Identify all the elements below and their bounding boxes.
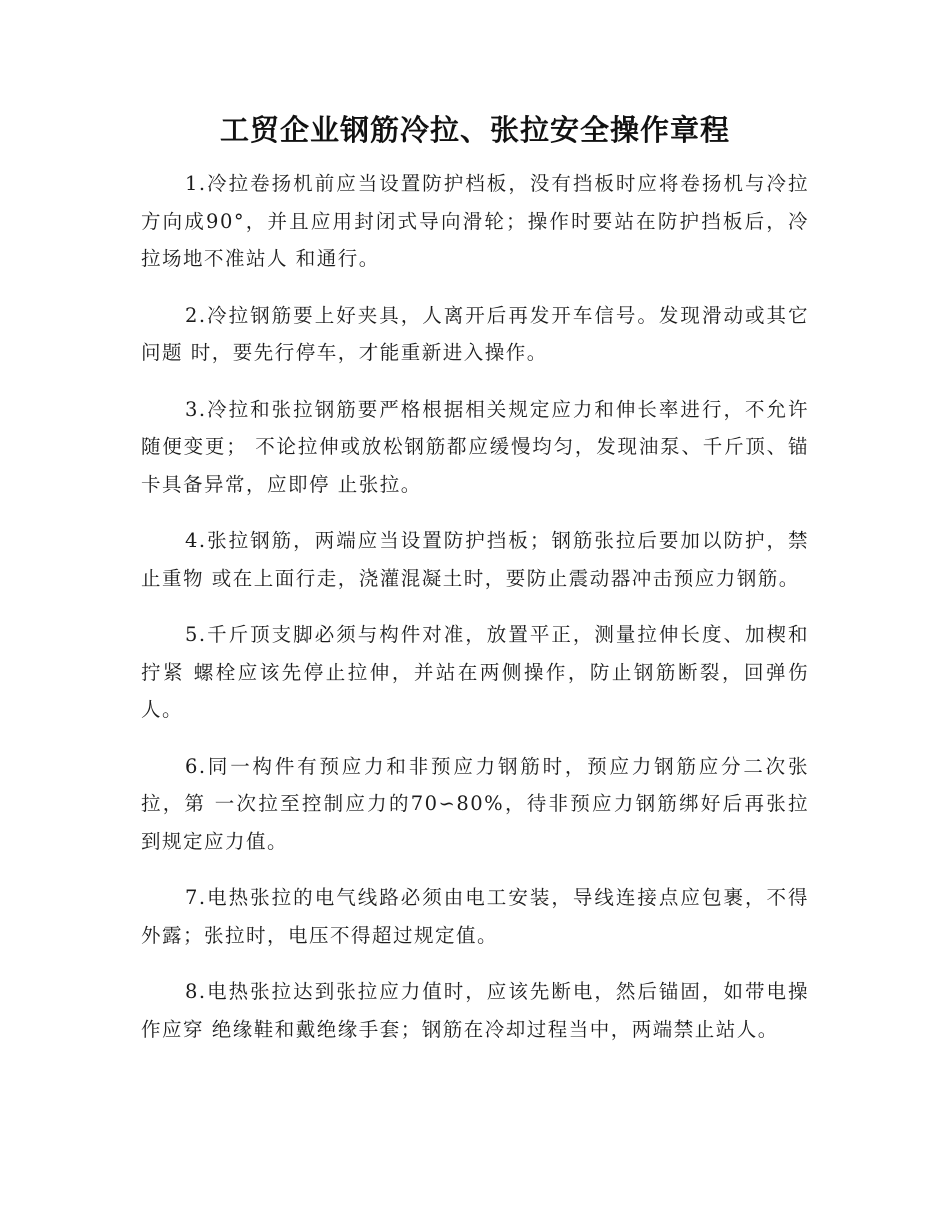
paragraph-6: 6.同一构件有预应力和非预应力钢筋时，预应力钢筋应分二次张拉，第 一次拉至控制应力的70∽80%，待非预应力钢筋绑好后再张拉到规定应力值。: [141, 754, 809, 853]
paragraph-1: 1.冷拉卷扬机前应当设置防护档板，没有挡板时应将卷扬机与冷拉方向成90°，并且应用封闭式导向滑轮；操作时要站在防护挡板后，冷拉场地不准站人 和通行。: [141, 172, 809, 270]
paragraph-3: 3.冷拉和张拉钢筋要严格根据相关规定应力和伸长率进行，不允许随便变更； 不论拉伸或放松钢筋都应缓慢均匀，发现油泵、千斤顶、锚卡具备异常，应即停 止张拉。: [141, 397, 809, 496]
paragraph-7: 7.电热张拉的电气线路必须由电工安装，导线连接点应包裹，不得外露；张拉时，电压不得超过规定值。: [141, 886, 809, 947]
paragraph-4: 4.张拉钢筋，两端应当设置防护挡板；钢筋张拉后要加以防护，禁止重物 或在上面行走，浇灌混凝土时，要防止震动器冲击预应力钢筋。: [141, 529, 809, 590]
paragraph-8: 8.电热张拉达到张拉应力值时，应该先断电，然后锚固，如带电操作应穿 绝缘鞋和戴绝缘手套；钢筋在冷却过程当中，两端禁止站人。: [141, 980, 809, 1041]
paragraph-2: 2.冷拉钢筋要上好夹具，人离开后再发开车信号。发现滑动或其它问题 时，要先行停车，才能重新进入操作。: [141, 303, 809, 364]
paragraph-5: 5.千斤顶支脚必须与构件对准，放置平正，测量拉伸长度、加楔和拧紧 螺栓应该先停止拉伸，并站在两侧操作，防止钢筋断裂，回弹伤人。: [141, 623, 809, 721]
document-title: 工贸企业钢筋冷拉、张拉安全操作章程: [219, 113, 730, 147]
document-body: [141, 165, 809, 1067]
